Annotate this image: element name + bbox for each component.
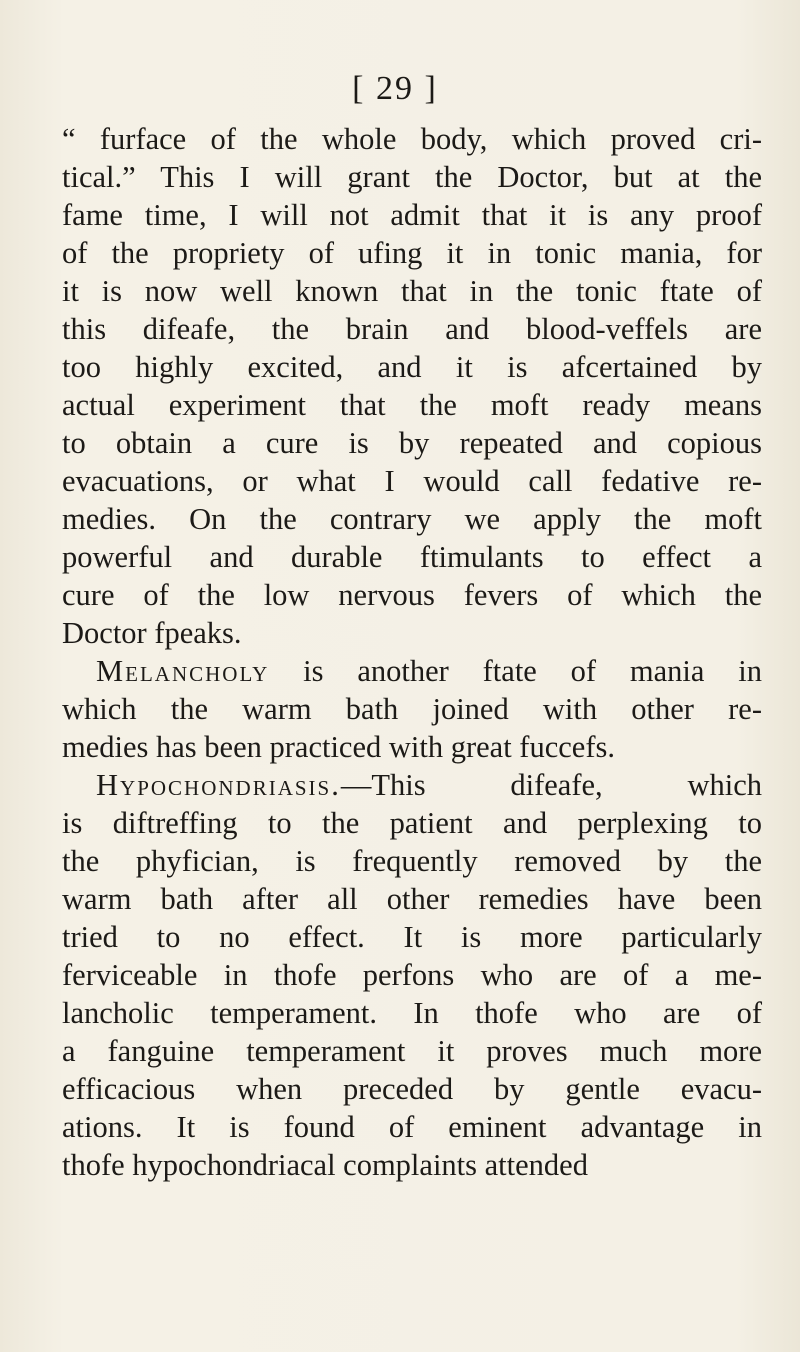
page-number: [ 29 ] xyxy=(352,70,438,107)
text-line: tried to no effect. It is more particularly xyxy=(62,920,762,954)
text-line: which the warm bath joined with other re- xyxy=(62,692,762,726)
hypochondriasis-heading: Hypochondriasis. xyxy=(96,768,341,802)
text-line: evacuations, or what I would call fedative re- xyxy=(62,464,762,498)
text-line: warm bath after all other remedies have been xyxy=(62,882,762,916)
text-line: medies has been practiced with great fuccefs. xyxy=(62,730,615,764)
text-line: powerful and durable ftimulants to effect a xyxy=(62,540,762,574)
text-line: actual experiment that the moft ready means xyxy=(62,388,762,422)
text-line: “ furface of the whole body, which proved cri- xyxy=(62,122,762,156)
text-line: this difeafe, the brain and blood-veffels are xyxy=(62,312,762,346)
text-line: tical.” This I will grant the Doctor, but at the xyxy=(62,160,762,194)
text-line: ations. It is found of eminent advantage in xyxy=(62,1110,762,1144)
hypochondriasis-paragraph-start xyxy=(62,766,762,804)
text-line: it is now well known that in the tonic ftate of xyxy=(62,274,762,308)
text-line: the phyfician, is frequently removed by the xyxy=(62,844,762,878)
text-line: fame time, I will not admit that it is any proof xyxy=(62,198,762,232)
melancholy-heading: Melancholy xyxy=(96,654,270,688)
hypochondriasis-first-line: —This difeafe, which xyxy=(340,768,762,802)
text-line: too highly excited, and it is afcertained by xyxy=(62,350,762,384)
melancholy-first-line: is another ftate of mania in xyxy=(269,654,762,688)
text-line: efficacious when preceded by gentle evacu- xyxy=(62,1072,762,1106)
text-line: is diftreffing to the patient and perplexing to xyxy=(62,806,762,840)
text-line: to obtain a cure is by repeated and copious xyxy=(62,426,762,460)
text-line: cure of the low nervous fevers of which the xyxy=(62,578,762,612)
text-line: Doctor fpeaks. xyxy=(62,616,242,650)
melancholy-paragraph-start xyxy=(62,652,762,690)
text-line: medies. On the contrary we apply the moft xyxy=(62,502,762,536)
text-line: ferviceable in thofe perfons who are of a me- xyxy=(62,958,762,992)
text-line: thofe hypochondriacal complaints attended xyxy=(62,1148,588,1182)
text-line: a fanguine temperament it proves much more xyxy=(62,1034,762,1068)
body-text xyxy=(62,120,762,1184)
text-line: lancholic temperament. In thofe who are of xyxy=(62,996,762,1030)
text-line: of the propriety of ufing it in tonic mania, for xyxy=(62,236,762,270)
